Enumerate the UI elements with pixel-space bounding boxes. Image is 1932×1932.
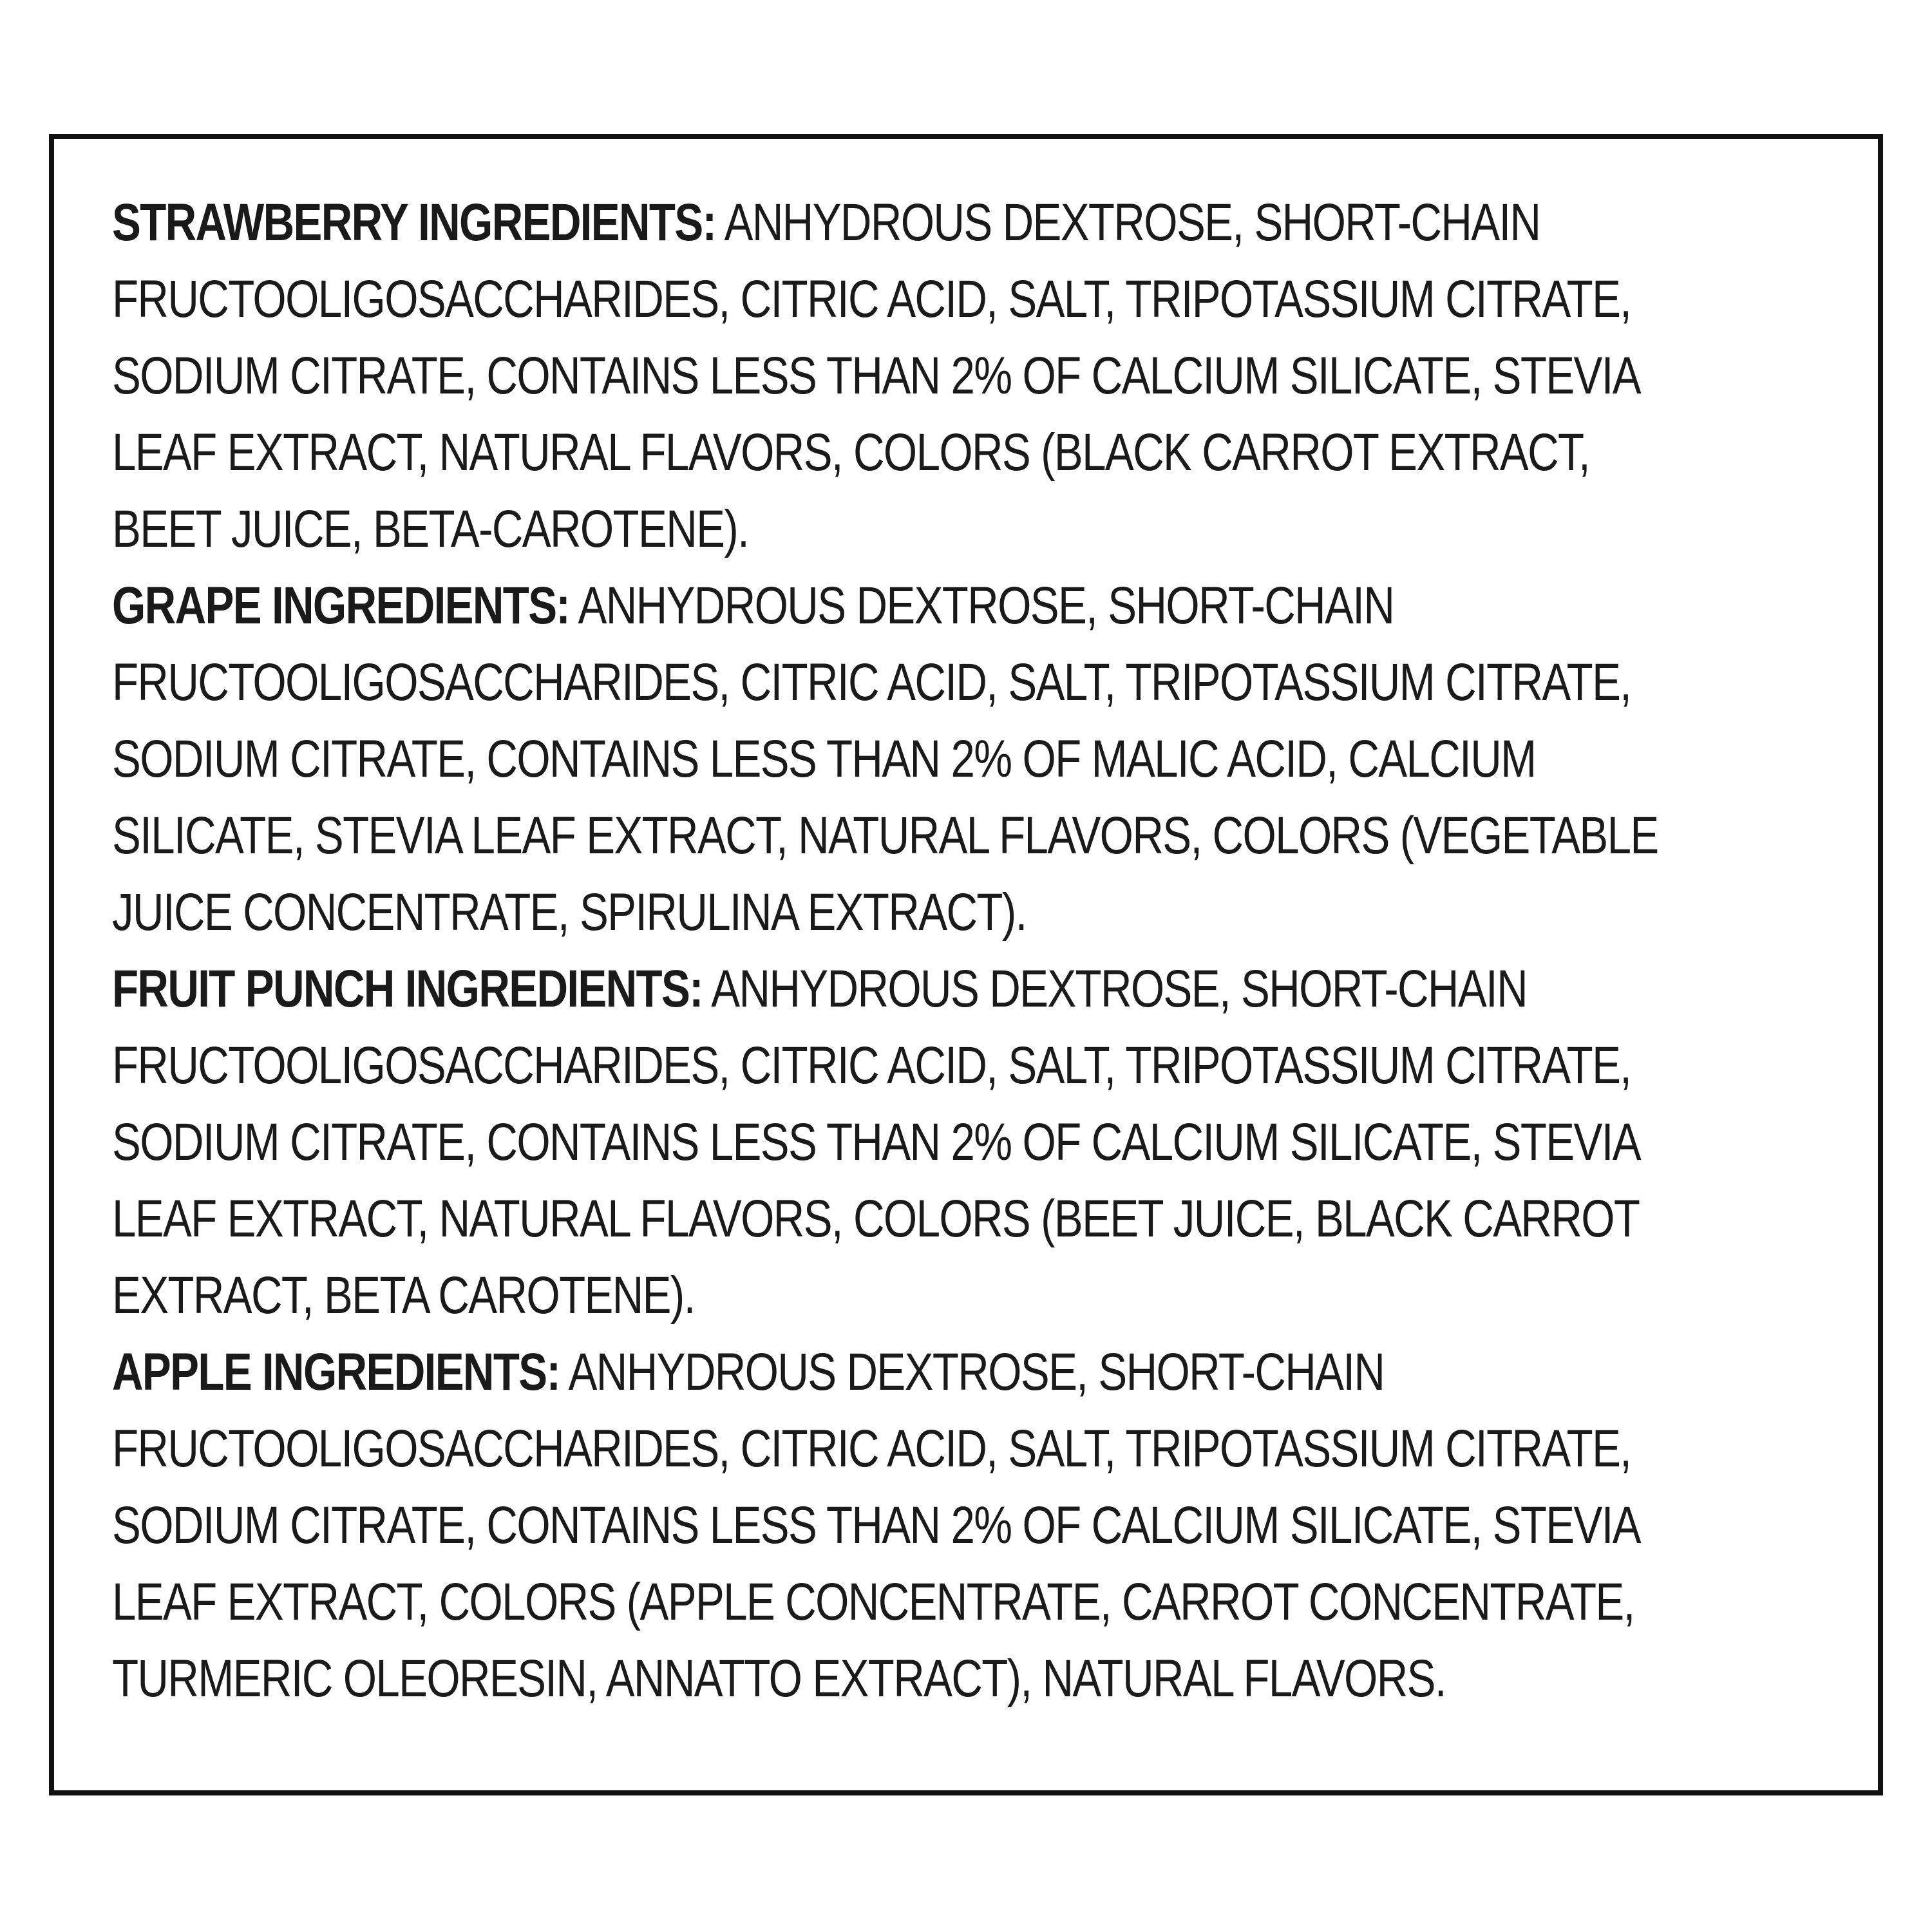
fruit-punch-ingredients-section — [112, 951, 1851, 1334]
section-heading: GRAPE INGREDIENTS: — [112, 576, 570, 635]
text-line: SODIUM CITRATE, CONTAINS LESS THAN 2% OF CALCIUM SILICATE, STEVIA — [112, 1496, 1640, 1555]
text-line: FRUCTOOLIGOSACCHARIDES, CITRIC ACID, SALT, TRIPOTASSIUM CITRATE, — [112, 1419, 1631, 1478]
text-line: SILICATE, STEVIA LEAF EXTRACT, NATURAL FLAVORS, COLORS (VEGETABLE — [112, 806, 1658, 865]
text-line: FRUCTOOLIGOSACCHARIDES, CITRIC ACID, SALT, TRIPOTASSIUM CITRATE, — [112, 270, 1631, 328]
text-line: LEAF EXTRACT, NATURAL FLAVORS, COLORS (BLACK CARROT EXTRACT, — [112, 423, 1590, 482]
ingredients-panel — [49, 134, 1883, 1795]
text-line — [112, 184, 1538, 261]
section-heading: FRUIT PUNCH INGREDIENTS: — [112, 960, 703, 1018]
text-line: LEAF EXTRACT, COLORS (APPLE CONCENTRATE, CARROT CONCENTRATE, — [112, 1573, 1634, 1631]
text-line: BEET JUICE, BETA-CAROTENE). — [112, 500, 749, 558]
text-line: EXTRACT, BETA CAROTENE). — [112, 1266, 695, 1325]
text-line — [112, 567, 1538, 644]
ingredients-text-block — [112, 184, 1851, 1717]
grape-ingredients-section — [112, 567, 1851, 951]
text-line: SODIUM CITRATE, CONTAINS LESS THAN 2% OF CALCIUM SILICATE, STEVIA — [112, 1113, 1640, 1171]
apple-ingredients-section — [112, 1334, 1851, 1717]
text-line: JUICE CONCENTRATE, SPIRULINA EXTRACT). — [112, 883, 1027, 942]
text-line: LEAF EXTRACT, NATURAL FLAVORS, COLORS (BEET JUICE, BLACK CARROT — [112, 1189, 1640, 1248]
ingredient-text: ANHYDROUS DEXTROSE, SHORT-CHAIN — [569, 576, 1394, 635]
text-line: TURMERIC OLEORESIN, ANNATTO EXTRACT), NATURAL FLAVORS. — [112, 1649, 1446, 1708]
text-line — [112, 951, 1538, 1027]
ingredient-text: ANHYDROUS DEXTROSE, SHORT-CHAIN — [560, 1343, 1385, 1401]
text-line: SODIUM CITRATE, CONTAINS LESS THAN 2% OF MALIC ACID, CALCIUM — [112, 730, 1536, 788]
text-line: FRUCTOOLIGOSACCHARIDES, CITRIC ACID, SALT, TRIPOTASSIUM CITRATE, — [112, 653, 1631, 712]
ingredient-text: ANHYDROUS DEXTROSE, SHORT-CHAIN — [715, 193, 1540, 252]
strawberry-ingredients-section — [112, 184, 1851, 567]
text-line: FRUCTOOLIGOSACCHARIDES, CITRIC ACID, SALT, TRIPOTASSIUM CITRATE, — [112, 1036, 1631, 1095]
ingredient-text: ANHYDROUS DEXTROSE, SHORT-CHAIN — [702, 960, 1528, 1018]
section-heading: APPLE INGREDIENTS: — [112, 1343, 560, 1401]
text-line: SODIUM CITRATE, CONTAINS LESS THAN 2% OF CALCIUM SILICATE, STEVIA — [112, 346, 1640, 405]
section-heading: STRAWBERRY INGREDIENTS: — [112, 193, 716, 252]
text-line — [112, 1334, 1538, 1410]
